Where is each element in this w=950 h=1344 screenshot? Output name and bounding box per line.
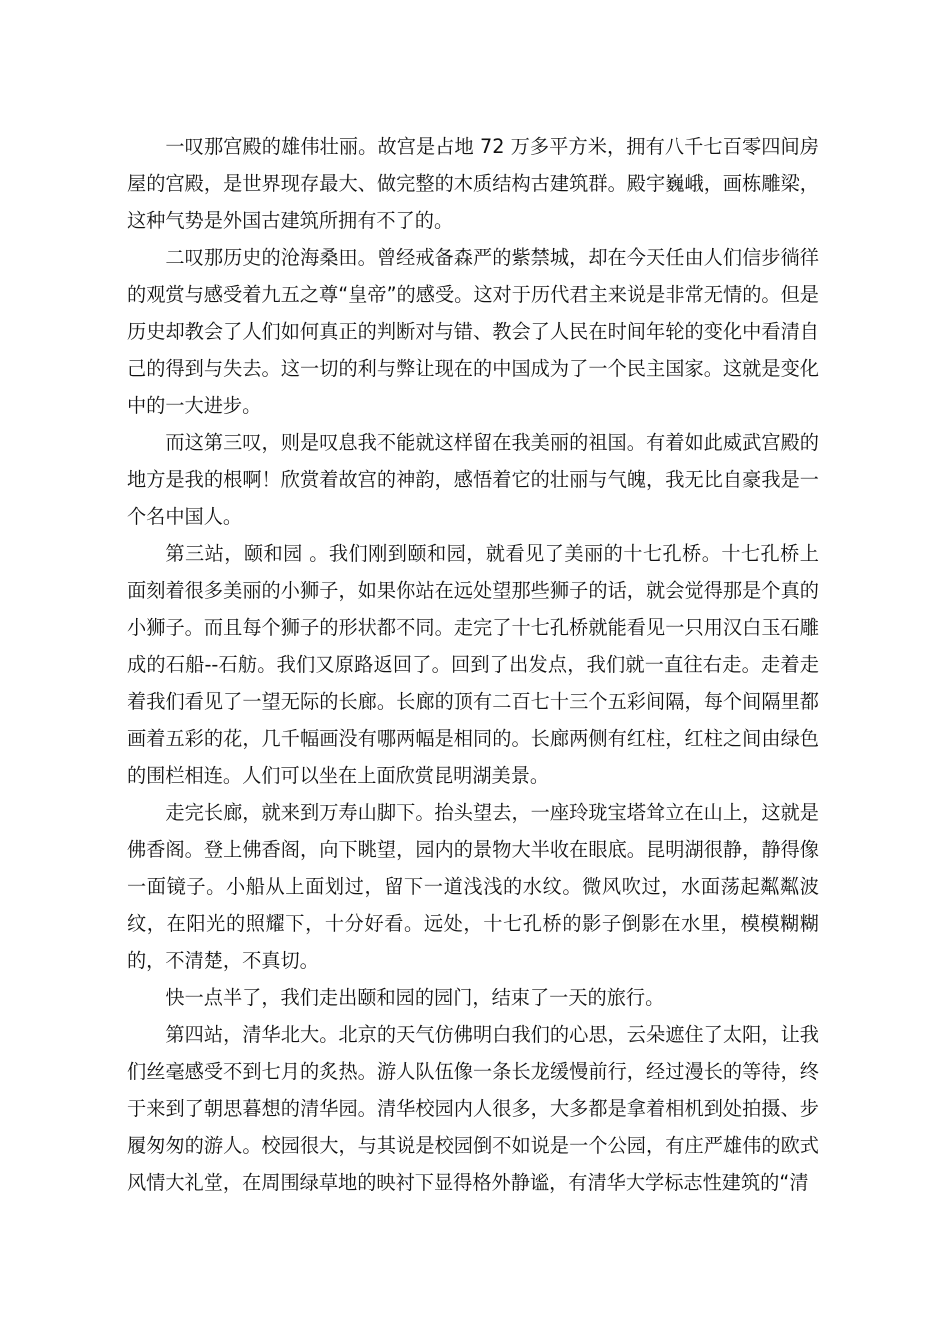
paragraph-7: 第四站，清华北大。北京的天气仿佛明白我们的心思，云朵遮住了太阳，让我们丝毫感受不到七月的炙热。游人队伍像一条长龙缓慢前行，经过漫长的等待，终于来到了朝思暮想的清华园。清华校园内人很多，大多都是拿着相机到处拍摄、步履匆匆的游人。校园很大，与其说是校园倒不如说是一个公园，有庄严雄伟的欧式风情大礼堂，在周围绿草地的映衬下显得格外静谧，有清华大学标志性建筑的“清 bbox=[127, 1023, 819, 1194]
paragraph-3: 而这第三叹，则是叹息我不能就这样留在我美丽的祖国。有着如此威武宫殿的地方是我的根啊！欣赏着故宫的神韵，感悟着它的壮丽与气魄，我无比自豪我是一个名中国人。 bbox=[127, 431, 819, 528]
paragraph-2: 二叹那历史的沧海桑田。曾经戒备森严的紫禁城，却在今天任由人们信步徜徉的观赏与感受着九五之尊“皇帝”的感受。这对于历代君主来说是非常无情的。但是历史却教会了人们如何真正的判断对与错、教会了人民在时间年轮的变化中看清自己的得到与失去。这一切的利与弊让现在的中国成为了一个民主国家。这就是变化中的一大进步。 bbox=[127, 246, 819, 417]
document-body bbox=[127, 128, 819, 1201]
paragraph-1: 一叹那宫殿的雄伟壮丽。故宫是占地 72 万多平方米，拥有八千七百零四间房屋的宫殿，是世界现存最大、做完整的木质结构古建筑群。殿宇巍峨，画栋雕梁，这种气势是外国古建筑所拥有不了的。 bbox=[127, 135, 819, 232]
paragraph-4: 第三站，颐和园 。我们刚到颐和园，就看见了美丽的十七孔桥。十七孔桥上面刻着很多美丽的小狮子，如果你站在远处望那些狮子的话，就会觉得那是个真的小狮子。而且每个狮子的形状都不同。走完了十七孔桥就能看见一只用汉白玉石雕成的石船--石舫。我们又原路返回了。回到了出发点，我们就一直往右走。走着走着我们看见了一望无际的长廊。长廊的顶有二百七十三个五彩间隔，每个间隔里都画着五彩的花，几千幅画没有哪两幅是相同的。长廊两侧有红柱，红柱之间由绿色的围栏相连。人们可以坐在上面欣赏昆明湖美景。 bbox=[127, 542, 819, 787]
paragraph-6: 快一点半了，我们走出颐和园的园门，结束了一天的旅行。 bbox=[165, 986, 665, 1009]
paragraph-5: 走完长廊，就来到万寿山脚下。抬头望去，一座玲珑宝塔耸立在山上，这就是佛香阁。登上佛香阁，向下眺望，园内的景物大半收在眼底。昆明湖很静，静得像一面镜子。小船从上面划过，留下一道浅浅的水纹。微风吹过，水面荡起粼粼波纹，在阳光的照耀下，十分好看。远处，十七孔桥的影子倒影在水里，模模糊糊的，不清楚，不真切。 bbox=[127, 801, 819, 972]
